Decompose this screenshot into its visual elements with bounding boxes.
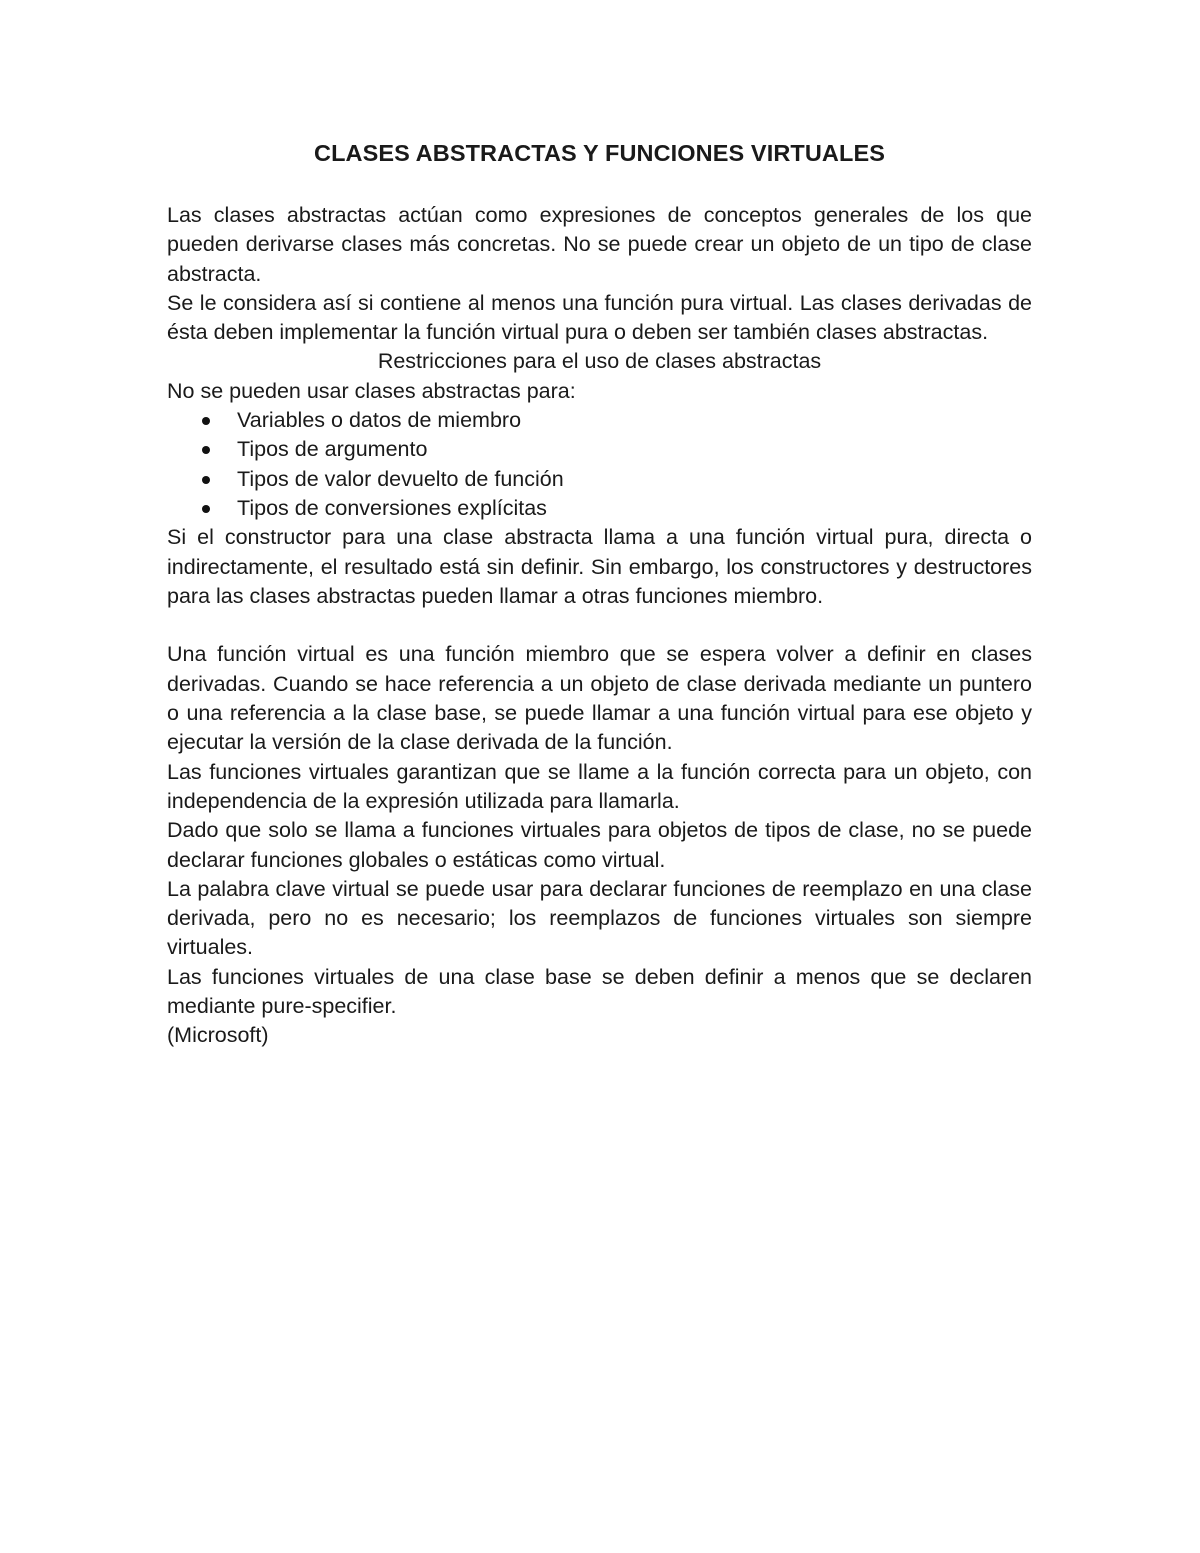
paragraph-virtual-guarantee: Las funciones virtuales garantizan que se llame a la función correcta para un objeto, con independencia de la expresión utilizada para llamarla.: [167, 759, 1032, 813]
blank-line: [167, 611, 1032, 640]
list-item-label: Tipos de valor devuelto de función: [237, 466, 564, 491]
bullet-icon: [202, 476, 210, 484]
paragraph-abstract-classes-intro: Las clases abstractas actúan como expresiones de conceptos generales de los que pueden derivarse clases más concretas. No se puede crear un objeto de un tipo de clase abstracta.: [167, 203, 1032, 286]
bullet-icon: [202, 417, 210, 425]
paragraph-constructor-note: Si el constructor para una clase abstracta llama a una función virtual pura, directa o indirectamente, el resultado está sin definir. Sin embargo, los constructores y destructores para las clases abstractas pueden llamar a otras funciones miembro.: [167, 525, 1032, 608]
document-title: CLASES ABSTRACTAS Y FUNCIONES VIRTUALES: [314, 140, 885, 166]
paragraph-virtual-keyword: La palabra clave virtual se puede usar para declarar funciones de reemplazo en una clase derivada, pero no es necesario; los reemplazos de funciones virtuales son siempre virtuales.: [167, 876, 1032, 960]
paragraph-pure-virtual: Se le considera así si contiene al menos una función pura virtual. Las clases derivadas de ésta deben implementar la función virtual pura o deben ser también clases abstractas.: [167, 290, 1032, 345]
source-citation: (Microsoft): [167, 1023, 269, 1048]
paragraph-virtual-class-types: Dado que solo se llama a funciones virtuales para objetos de tipos de clase, no se puede declarar funciones globales o estáticas como virtual.: [167, 818, 1032, 872]
list-item: [167, 494, 1032, 523]
list-item-label: Variables o datos de miembro: [237, 408, 522, 433]
restrictions-intro: No se pueden usar clases abstractas para:: [167, 378, 576, 403]
list-item-label: Tipos de argumento: [237, 437, 428, 462]
list-item: [167, 435, 1032, 464]
bullet-icon: [202, 446, 210, 454]
list-item: [167, 406, 1032, 435]
paragraph-base-class-definition: Las funciones virtuales de una clase base se deben definir a menos que se declaren mediante pure-specifier.: [167, 964, 1032, 1019]
bullet-icon: [202, 505, 210, 513]
document-page: [167, 138, 1032, 1051]
paragraph-virtual-function-definition: Una función virtual es una función miembro que se espera volver a definir en clases derivadas. Cuando se hace referencia a un objeto de clase derivada mediante un puntero o una referencia a la clase base, se puede llamar a una función virtual para ese objeto y ejecutar la versión de la clase derivada de la función.: [167, 642, 1032, 755]
restrictions-heading: Restricciones para el uso de clases abstractas: [377, 349, 822, 374]
list-item-label: Tipos de conversiones explícitas: [237, 495, 547, 520]
list-item: [167, 465, 1032, 494]
restrictions-list: [167, 406, 1032, 523]
